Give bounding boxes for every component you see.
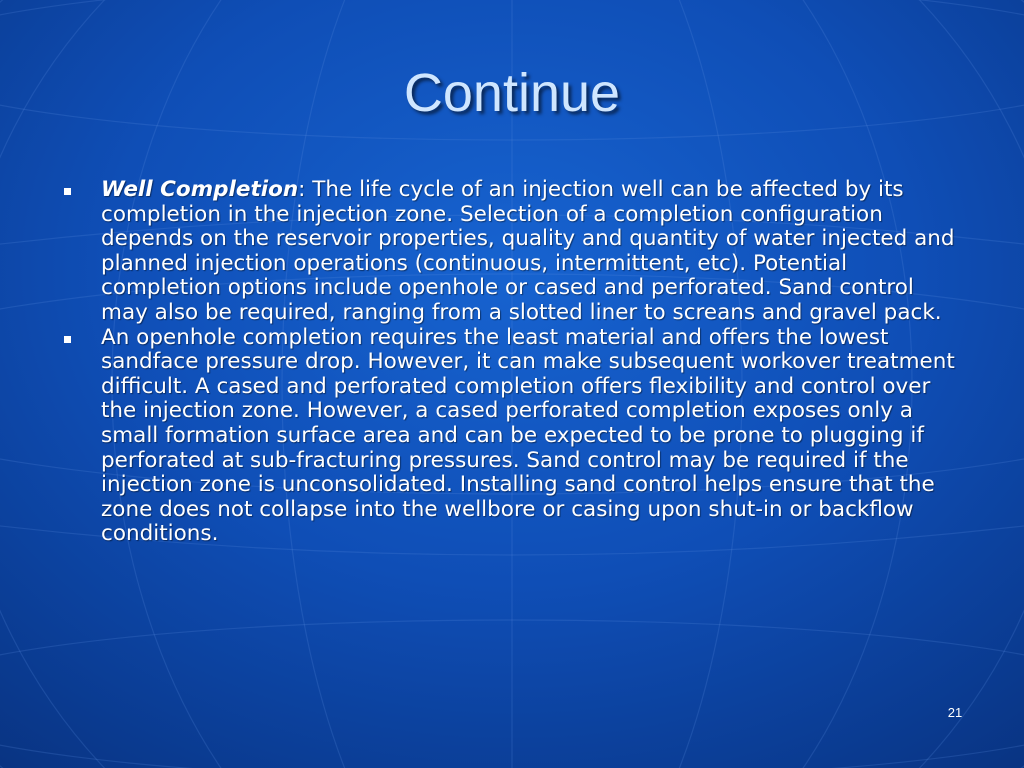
- bullet-term: Well Completion: [101, 177, 299, 202]
- bullet-item-openhole-completion: [60, 326, 960, 547]
- square-bullet-icon: [64, 188, 71, 195]
- page-number: 21: [947, 705, 963, 720]
- bullet-text: : The life cycle of an injection well can be affected by its completion in the injection zone. Selection of a completion configuration depends on the reservoir properties, quality and quantity of water injected and planned injection operations (continuous, intermittent, etc). Potential completion options include openhole or cased and perforated. Sand control may also be required, ranging from a slotted liner to screans and gravel pack.: [101, 177, 955, 325]
- square-bullet-icon: [64, 336, 71, 343]
- bullet-item-well-completion: [60, 178, 960, 326]
- bullet-list: [60, 178, 960, 547]
- bullet-text: An openhole completion requires the least material and offers the lowest sandface pressure drop. However, it can make subsequent workover treatment difficult. A cased and perforated completion offers flexibility and control over the injection zone. However, a cased perforated completion exposes only a small formation surface area and can be expected to be prone to plugging if perforated at sub-fracturing pressures. Sand control may be required if the injection zone is unconsolidated. Installing sand control helps ensure that the zone does not collapse into the wellbore or casing upon shut-in or backflow conditions.: [101, 324, 955, 547]
- slide-title: Continue: [403, 63, 621, 123]
